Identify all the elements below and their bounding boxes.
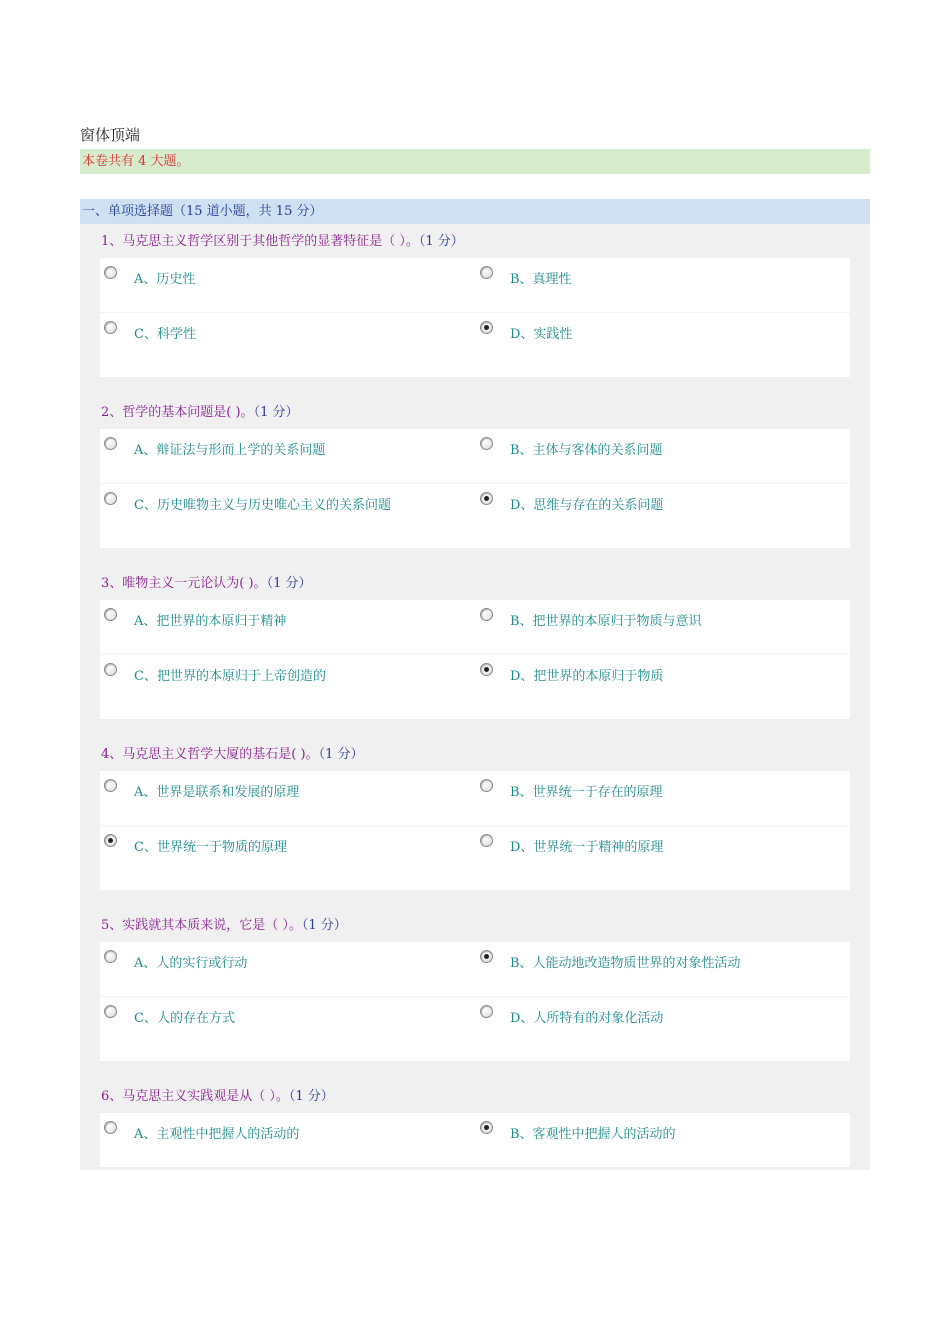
- form-top-title: 窗体顶端: [80, 126, 141, 144]
- question-text: 4、马克思主义哲学大厦的基石是( )。: [101, 747, 319, 762]
- radio-unchecked-icon[interactable]: [480, 437, 493, 450]
- option-label[interactable]: D、人所特有的对象化活动: [510, 1011, 664, 1026]
- options-spacer: [100, 538, 850, 548]
- question-3: [100, 574, 850, 719]
- radio-unchecked-icon[interactable]: [104, 779, 117, 792]
- question-1: [100, 232, 850, 377]
- question-text: 5、实践就其本质来说，它是（ ）。: [101, 918, 302, 933]
- radio-unchecked-icon[interactable]: [104, 663, 117, 676]
- options-row: [100, 825, 850, 880]
- question-2: [100, 403, 850, 548]
- radio-unchecked-icon[interactable]: [104, 1005, 117, 1018]
- option-label[interactable]: D、思维与存在的关系问题: [510, 498, 664, 513]
- option-label[interactable]: C、世界统一于物质的原理: [134, 840, 287, 855]
- question-title: [100, 745, 850, 765]
- question-title: [100, 1087, 850, 1107]
- option-label[interactable]: A、辩证法与形而上学的关系问题: [134, 443, 326, 458]
- option-c[interactable]: [100, 826, 470, 880]
- option-label[interactable]: C、人的存在方式: [134, 1011, 235, 1026]
- option-c[interactable]: [100, 484, 470, 538]
- option-label[interactable]: A、世界是联系和发展的原理: [134, 785, 300, 800]
- option-c[interactable]: [100, 655, 470, 709]
- radio-unchecked-icon[interactable]: [104, 266, 117, 279]
- options-row: [100, 483, 850, 538]
- question-score: （1 分）: [318, 747, 364, 762]
- radio-unchecked-icon[interactable]: [104, 950, 117, 963]
- option-a[interactable]: [100, 258, 470, 312]
- radio-unchecked-icon[interactable]: [104, 608, 117, 621]
- option-label[interactable]: B、客观性中把握人的活动的: [510, 1127, 676, 1142]
- options-spacer: [100, 709, 850, 719]
- option-label[interactable]: C、历史唯物主义与历史唯心主义的关系问题: [134, 498, 391, 513]
- options-row: [100, 600, 850, 654]
- radio-unchecked-icon[interactable]: [104, 492, 117, 505]
- exam-notice: 本卷共有 4 大题。: [80, 149, 870, 174]
- option-label[interactable]: C、把世界的本原归于上帝创造的: [134, 669, 326, 684]
- question-5: [100, 916, 850, 1061]
- question-score: （1 分）: [266, 576, 312, 591]
- options-panel: [100, 942, 850, 1061]
- options-panel: [100, 600, 850, 719]
- question-text: 6、马克思主义实践观是从（ ）。: [101, 1089, 289, 1104]
- options-spacer: [100, 880, 850, 890]
- options-row: [100, 312, 850, 367]
- radio-unchecked-icon[interactable]: [480, 266, 493, 279]
- question-score: （1 分）: [253, 405, 299, 420]
- question-text: 1、马克思主义哲学区别于其他哲学的显著特征是（ ）。: [101, 234, 419, 249]
- radio-unchecked-icon[interactable]: [480, 834, 493, 847]
- option-label[interactable]: B、把世界的本原归于物质与意识: [510, 614, 702, 629]
- radio-unchecked-icon[interactable]: [104, 437, 117, 450]
- option-b[interactable]: [476, 600, 846, 654]
- option-label[interactable]: B、真理性: [510, 272, 572, 287]
- options-panel: [100, 771, 850, 890]
- option-c[interactable]: [100, 313, 470, 367]
- options-row: [100, 429, 850, 483]
- option-label[interactable]: A、人的实行或行动: [134, 956, 248, 971]
- option-b[interactable]: [476, 429, 846, 483]
- option-b[interactable]: [476, 1113, 846, 1167]
- question-title: [100, 403, 850, 423]
- option-label[interactable]: C、科学性: [134, 327, 196, 342]
- options-spacer: [100, 1051, 850, 1061]
- radio-unchecked-icon[interactable]: [104, 321, 117, 334]
- option-d[interactable]: [476, 313, 846, 367]
- question-6: [100, 1087, 850, 1167]
- option-d[interactable]: [476, 826, 846, 880]
- option-label[interactable]: B、人能动地改造物质世界的对象性活动: [510, 956, 741, 971]
- options-panel: [100, 258, 850, 377]
- option-a[interactable]: [100, 600, 470, 654]
- options-row: [100, 1113, 850, 1167]
- option-a[interactable]: [100, 1113, 470, 1167]
- option-label[interactable]: D、实践性: [510, 327, 573, 342]
- option-label[interactable]: D、世界统一于精神的原理: [510, 840, 664, 855]
- option-d[interactable]: [476, 484, 846, 538]
- radio-checked-icon[interactable]: [480, 492, 493, 505]
- radio-checked-icon[interactable]: [480, 321, 493, 334]
- radio-unchecked-icon[interactable]: [480, 608, 493, 621]
- option-c[interactable]: [100, 997, 470, 1051]
- radio-checked-icon[interactable]: [480, 950, 493, 963]
- question-title: [100, 916, 850, 936]
- option-a[interactable]: [100, 429, 470, 483]
- option-b[interactable]: [476, 771, 846, 825]
- option-d[interactable]: [476, 655, 846, 709]
- options-panel: [100, 429, 850, 548]
- options-panel: [100, 1113, 850, 1167]
- radio-checked-icon[interactable]: [104, 834, 117, 847]
- option-a[interactable]: [100, 942, 470, 996]
- option-a[interactable]: [100, 771, 470, 825]
- options-spacer: [100, 367, 850, 377]
- radio-unchecked-icon[interactable]: [104, 1121, 117, 1134]
- section-body: [80, 224, 870, 1170]
- option-label[interactable]: B、主体与客体的关系问题: [510, 443, 663, 458]
- option-label[interactable]: B、世界统一于存在的原理: [510, 785, 663, 800]
- section-header: 一、单项选择题（15 道小题，共 15 分）: [80, 199, 870, 224]
- option-label[interactable]: D、把世界的本原归于物质: [510, 669, 664, 684]
- question-4: [100, 745, 850, 890]
- option-d[interactable]: [476, 997, 846, 1051]
- options-row: [100, 654, 850, 709]
- options-row: [100, 996, 850, 1051]
- question-score: （1 分）: [288, 1089, 334, 1104]
- question-text: 2、哲学的基本问题是( )。: [101, 405, 254, 420]
- options-row: [100, 942, 850, 996]
- radio-unchecked-icon[interactable]: [480, 1005, 493, 1018]
- radio-unchecked-icon[interactable]: [480, 779, 493, 792]
- options-row: [100, 771, 850, 825]
- option-label[interactable]: A、主观性中把握人的活动的: [134, 1127, 300, 1142]
- question-score: （1 分）: [418, 234, 464, 249]
- radio-checked-icon[interactable]: [480, 663, 493, 676]
- question-score: （1 分）: [301, 918, 347, 933]
- question-text: 3、唯物主义一元论认为( )。: [101, 576, 267, 591]
- option-b[interactable]: [476, 258, 846, 312]
- question-title: [100, 574, 850, 594]
- option-label[interactable]: A、把世界的本原归于精神: [134, 614, 287, 629]
- option-b[interactable]: [476, 942, 846, 996]
- option-label[interactable]: A、历史性: [134, 272, 196, 287]
- question-title: [100, 232, 850, 252]
- radio-checked-icon[interactable]: [480, 1121, 493, 1134]
- options-row: [100, 258, 850, 312]
